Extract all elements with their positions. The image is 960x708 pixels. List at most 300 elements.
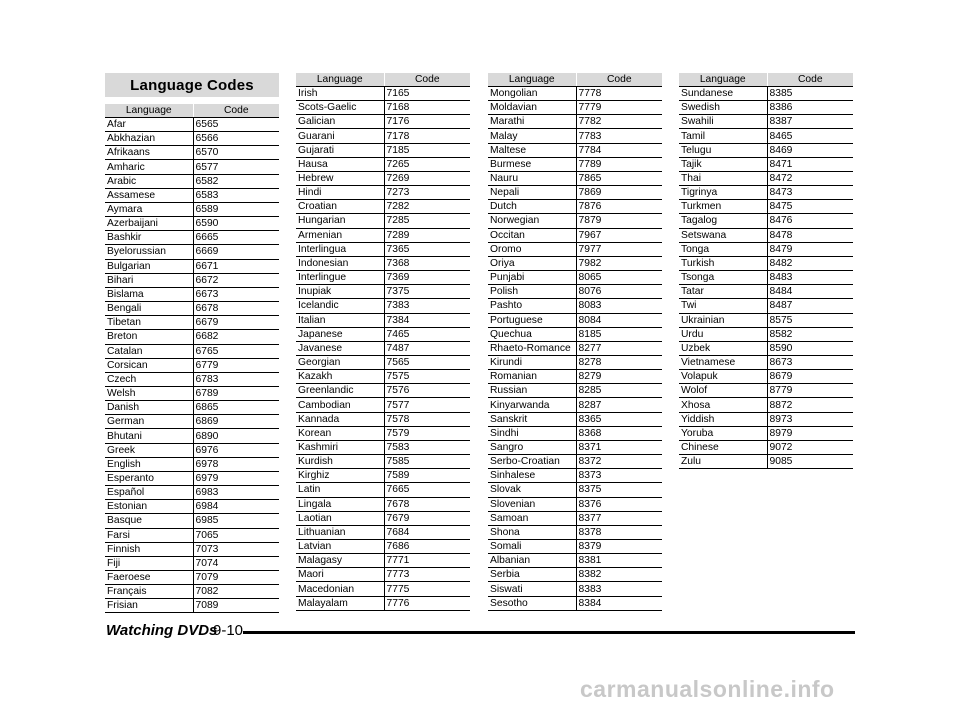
language-name: Thai <box>679 171 767 185</box>
footer-section-title: Watching DVDs <box>106 622 218 639</box>
language-name: Scots-Gaelic <box>296 101 384 115</box>
table-row <box>105 429 279 443</box>
language-name: Armenian <box>296 228 384 242</box>
table-row <box>296 115 470 129</box>
language-code: 8472 <box>767 171 853 185</box>
language-code: 7165 <box>384 87 470 101</box>
table-row <box>296 228 470 242</box>
table-row <box>105 528 279 542</box>
language-name: Chinese <box>679 440 767 454</box>
table-row <box>105 401 279 415</box>
language-code: 7577 <box>384 398 470 412</box>
language-code: 8382 <box>576 568 662 582</box>
table-row <box>296 256 470 270</box>
language-code: 6583 <box>193 188 279 202</box>
language-code: 7579 <box>384 426 470 440</box>
table-row <box>679 200 853 214</box>
language-code: 7168 <box>384 101 470 115</box>
language-code: 8076 <box>576 285 662 299</box>
table-row <box>679 299 853 313</box>
table-row <box>679 143 853 157</box>
language-name: Lingala <box>296 497 384 511</box>
language-code: 7089 <box>193 599 279 613</box>
table-row <box>105 287 279 301</box>
table-row <box>105 202 279 216</box>
language-name: Afrikaans <box>105 146 193 160</box>
language-name: Welsh <box>105 386 193 400</box>
language-name: Sanskrit <box>488 412 576 426</box>
table-row <box>105 542 279 556</box>
language-name: Albanian <box>488 554 576 568</box>
language-code: 7782 <box>576 115 662 129</box>
table-row <box>488 483 662 497</box>
language-code: 8287 <box>576 398 662 412</box>
language-name: Swedish <box>679 101 767 115</box>
language-name: Byelorussian <box>105 245 193 259</box>
language-name: Frisian <box>105 599 193 613</box>
table-row <box>679 398 853 412</box>
language-name: Occitan <box>488 228 576 242</box>
watermark: carmanualsonline.info <box>580 676 835 702</box>
language-table-4 <box>679 73 853 469</box>
language-code: 8279 <box>576 370 662 384</box>
language-code: 8185 <box>576 327 662 341</box>
language-code: 7773 <box>384 568 470 582</box>
language-name: Volapuk <box>679 370 767 384</box>
language-name: Inupiak <box>296 285 384 299</box>
language-code: 7789 <box>576 157 662 171</box>
table-row <box>296 497 470 511</box>
table-row <box>296 483 470 497</box>
language-code: 7185 <box>384 143 470 157</box>
language-code: 7369 <box>384 271 470 285</box>
language-name: Français <box>105 585 193 599</box>
table-row <box>488 497 662 511</box>
language-name: Wolof <box>679 384 767 398</box>
language-name: Greek <box>105 443 193 457</box>
table-row <box>296 242 470 256</box>
table-row <box>105 599 279 613</box>
language-name: Afar <box>105 118 193 132</box>
table-row <box>296 200 470 214</box>
language-code: 6783 <box>193 372 279 386</box>
table-row <box>296 370 470 384</box>
table-row <box>679 214 853 228</box>
table-row <box>296 341 470 355</box>
language-code: 8673 <box>767 355 853 369</box>
language-name: Nepali <box>488 186 576 200</box>
table-row <box>679 370 853 384</box>
table-row <box>105 188 279 202</box>
language-code: 8083 <box>576 299 662 313</box>
table-row <box>488 511 662 525</box>
language-name: Kurdish <box>296 455 384 469</box>
table-row <box>488 582 662 596</box>
table-row <box>679 426 853 440</box>
language-code: 6590 <box>193 217 279 231</box>
language-name: Swahili <box>679 115 767 129</box>
language-name: Javanese <box>296 341 384 355</box>
table-row <box>105 160 279 174</box>
language-name: Hungarian <box>296 214 384 228</box>
table-row <box>296 440 470 454</box>
language-name: Oriya <box>488 256 576 270</box>
table-row <box>296 469 470 483</box>
language-name: Oromo <box>488 242 576 256</box>
language-code: 7776 <box>384 596 470 610</box>
language-code: 7665 <box>384 483 470 497</box>
table-row <box>105 259 279 273</box>
language-name: Somali <box>488 540 576 554</box>
language-code: 7678 <box>384 497 470 511</box>
table-row <box>679 101 853 115</box>
table-row <box>296 271 470 285</box>
language-name: Ukrainian <box>679 313 767 327</box>
footer-page-number: 9-10 <box>213 622 244 639</box>
language-name: Sinhalese <box>488 469 576 483</box>
language-code: 7079 <box>193 571 279 585</box>
language-code: 8387 <box>767 115 853 129</box>
language-code: 7977 <box>576 242 662 256</box>
language-name: Kirundi <box>488 355 576 369</box>
language-code: 8372 <box>576 455 662 469</box>
table-row <box>488 214 662 228</box>
table-row <box>488 200 662 214</box>
language-name: Hausa <box>296 157 384 171</box>
language-name: Lithuanian <box>296 525 384 539</box>
language-name: Kannada <box>296 412 384 426</box>
table-row <box>488 186 662 200</box>
table-row <box>105 571 279 585</box>
language-code: 6765 <box>193 344 279 358</box>
table-row <box>105 316 279 330</box>
language-code: 7578 <box>384 412 470 426</box>
language-name: Tamil <box>679 129 767 143</box>
language-name: Hindi <box>296 186 384 200</box>
table-row <box>679 129 853 143</box>
header-code: Code <box>576 73 662 87</box>
table-row <box>488 143 662 157</box>
language-name: Macedonian <box>296 582 384 596</box>
language-name: Sundanese <box>679 87 767 101</box>
language-name: Estonian <box>105 500 193 514</box>
language-code: 8375 <box>576 483 662 497</box>
language-name: Czech <box>105 372 193 386</box>
language-name: Korean <box>296 426 384 440</box>
language-code: 7073 <box>193 542 279 556</box>
language-code: 7775 <box>384 582 470 596</box>
language-name: Nauru <box>488 171 576 185</box>
footer-rule <box>243 631 855 634</box>
table-row <box>679 412 853 426</box>
language-code: 8065 <box>576 271 662 285</box>
language-name: Xhosa <box>679 398 767 412</box>
table-row <box>105 132 279 146</box>
language-code: 8575 <box>767 313 853 327</box>
table-row <box>296 384 470 398</box>
table-row <box>296 171 470 185</box>
language-name: Galician <box>296 115 384 129</box>
language-name: Sesotho <box>488 596 576 610</box>
table-row <box>105 457 279 471</box>
language-name: Polish <box>488 285 576 299</box>
language-code: 7375 <box>384 285 470 299</box>
table-row <box>296 596 470 610</box>
language-name: Gujarati <box>296 143 384 157</box>
language-name: Interlingue <box>296 271 384 285</box>
language-code: 7384 <box>384 313 470 327</box>
language-name: Mongolian <box>488 87 576 101</box>
table-row <box>488 256 662 270</box>
table-row <box>296 186 470 200</box>
language-code: 8385 <box>767 87 853 101</box>
language-code: 8386 <box>767 101 853 115</box>
table-row <box>679 171 853 185</box>
language-name: Amharic <box>105 160 193 174</box>
language-code: 6671 <box>193 259 279 273</box>
table-row <box>296 87 470 101</box>
table-row <box>296 285 470 299</box>
language-code: 7289 <box>384 228 470 242</box>
language-code: 8465 <box>767 129 853 143</box>
language-code: 7487 <box>384 341 470 355</box>
language-name: Latvian <box>296 540 384 554</box>
language-name: Kirghiz <box>296 469 384 483</box>
language-name: Laotian <box>296 511 384 525</box>
table-row <box>488 313 662 327</box>
language-code: 7178 <box>384 129 470 143</box>
table-row <box>105 386 279 400</box>
language-code: 6978 <box>193 457 279 471</box>
table-row <box>296 143 470 157</box>
language-name: Portuguese <box>488 313 576 327</box>
table-row <box>488 525 662 539</box>
table-row <box>488 426 662 440</box>
table-row <box>105 330 279 344</box>
table-row <box>105 231 279 245</box>
language-name: Serbia <box>488 568 576 582</box>
table-row <box>488 285 662 299</box>
table-row <box>679 87 853 101</box>
language-table-3 <box>488 73 662 611</box>
language-code: 7265 <box>384 157 470 171</box>
header-code: Code <box>193 104 279 118</box>
table-row <box>105 500 279 514</box>
language-code: 6976 <box>193 443 279 457</box>
table-row <box>105 217 279 231</box>
language-name: Bislama <box>105 287 193 301</box>
table-row <box>488 87 662 101</box>
language-code: 6672 <box>193 273 279 287</box>
table-row <box>679 256 853 270</box>
language-code: 7383 <box>384 299 470 313</box>
table-row <box>488 355 662 369</box>
language-name: Setswana <box>679 228 767 242</box>
language-code: 8779 <box>767 384 853 398</box>
header-language: Language <box>105 104 193 118</box>
table-row <box>296 327 470 341</box>
table-row <box>296 554 470 568</box>
language-code: 6577 <box>193 160 279 174</box>
language-code: 7784 <box>576 143 662 157</box>
language-name: Serbo-Croatian <box>488 455 576 469</box>
table-row <box>679 341 853 355</box>
table-row <box>679 355 853 369</box>
table-row <box>105 358 279 372</box>
language-code: 8475 <box>767 200 853 214</box>
language-name: Sangro <box>488 440 576 454</box>
language-code: 7684 <box>384 525 470 539</box>
language-name: Romanian <box>488 370 576 384</box>
language-name: Urdu <box>679 327 767 341</box>
language-name: Catalan <box>105 344 193 358</box>
table-row <box>679 313 853 327</box>
language-code: 9085 <box>767 455 853 469</box>
language-name: Norwegian <box>488 214 576 228</box>
table-row <box>105 514 279 528</box>
table-row <box>105 118 279 132</box>
language-name: Fiji <box>105 556 193 570</box>
table-row <box>296 511 470 525</box>
language-code: 7576 <box>384 384 470 398</box>
header-language: Language <box>296 73 384 87</box>
table-row <box>105 556 279 570</box>
table-row <box>488 228 662 242</box>
language-name: Arabic <box>105 174 193 188</box>
language-name: Tagalog <box>679 214 767 228</box>
language-name: Malay <box>488 129 576 143</box>
language-name: Bashkir <box>105 231 193 245</box>
language-name: Irish <box>296 87 384 101</box>
language-code: 8368 <box>576 426 662 440</box>
table-row <box>105 443 279 457</box>
language-name: Uzbek <box>679 341 767 355</box>
language-name: Pashto <box>488 299 576 313</box>
table-row <box>488 568 662 582</box>
language-name: Bulgarian <box>105 259 193 273</box>
language-code: 7771 <box>384 554 470 568</box>
language-name: Tibetan <box>105 316 193 330</box>
header-language: Language <box>488 73 576 87</box>
table-row <box>296 540 470 554</box>
language-name: Punjabi <box>488 271 576 285</box>
language-code: 7269 <box>384 171 470 185</box>
language-name: Greenlandic <box>296 384 384 398</box>
language-name: Burmese <box>488 157 576 171</box>
language-name: Zulu <box>679 455 767 469</box>
language-code: 6665 <box>193 231 279 245</box>
table-row <box>105 245 279 259</box>
table-row <box>679 115 853 129</box>
table-row <box>105 486 279 500</box>
language-code: 8487 <box>767 299 853 313</box>
language-code: 6779 <box>193 358 279 372</box>
table-row <box>296 214 470 228</box>
table-row <box>679 455 853 469</box>
language-code: 6865 <box>193 401 279 415</box>
table-row <box>679 384 853 398</box>
language-name: Español <box>105 486 193 500</box>
language-name: Esperanto <box>105 471 193 485</box>
language-code: 7865 <box>576 171 662 185</box>
table-row <box>296 157 470 171</box>
language-name: Tonga <box>679 242 767 256</box>
language-code: 8482 <box>767 256 853 270</box>
table-row <box>679 271 853 285</box>
language-code: 7365 <box>384 242 470 256</box>
language-code: 8384 <box>576 596 662 610</box>
language-name: Slovak <box>488 483 576 497</box>
language-name: Telugu <box>679 143 767 157</box>
language-name: Danish <box>105 401 193 415</box>
language-code: 7074 <box>193 556 279 570</box>
language-code: 8478 <box>767 228 853 242</box>
table-row <box>488 398 662 412</box>
table-row <box>488 327 662 341</box>
language-name: Malayalam <box>296 596 384 610</box>
language-name: Aymara <box>105 202 193 216</box>
table-row <box>296 525 470 539</box>
language-code: 6985 <box>193 514 279 528</box>
table-row <box>679 157 853 171</box>
table-row <box>296 412 470 426</box>
language-name: Indonesian <box>296 256 384 270</box>
language-code: 7273 <box>384 186 470 200</box>
table-row <box>105 146 279 160</box>
language-code: 8379 <box>576 540 662 554</box>
language-code: 8285 <box>576 384 662 398</box>
language-code: 8973 <box>767 412 853 426</box>
language-name: Italian <box>296 313 384 327</box>
language-code: 8381 <box>576 554 662 568</box>
table-row <box>679 285 853 299</box>
language-code: 8371 <box>576 440 662 454</box>
language-code: 8084 <box>576 313 662 327</box>
language-name: Shona <box>488 525 576 539</box>
language-name: Tajik <box>679 157 767 171</box>
language-code: 7783 <box>576 129 662 143</box>
header-language: Language <box>679 73 767 87</box>
language-code: 8479 <box>767 242 853 256</box>
table-row <box>105 585 279 599</box>
header-code: Code <box>767 73 853 87</box>
language-code: 8469 <box>767 143 853 157</box>
table-row <box>488 554 662 568</box>
language-code: 7779 <box>576 101 662 115</box>
language-name: Finnish <box>105 542 193 556</box>
table-row <box>488 129 662 143</box>
language-code: 9072 <box>767 440 853 454</box>
language-name: Guarani <box>296 129 384 143</box>
language-name: Sindhi <box>488 426 576 440</box>
language-code: 7879 <box>576 214 662 228</box>
language-code: 8679 <box>767 370 853 384</box>
language-name: Quechua <box>488 327 576 341</box>
language-code: 6669 <box>193 245 279 259</box>
language-table-2 <box>296 73 470 611</box>
language-name: Interlingua <box>296 242 384 256</box>
table-row <box>105 273 279 287</box>
language-code: 8383 <box>576 582 662 596</box>
table-row <box>488 370 662 384</box>
language-code: 8582 <box>767 327 853 341</box>
table-row <box>296 568 470 582</box>
table-row <box>296 355 470 369</box>
header-code: Code <box>384 73 470 87</box>
language-code: 8376 <box>576 497 662 511</box>
language-code: 7869 <box>576 186 662 200</box>
language-code: 8277 <box>576 341 662 355</box>
